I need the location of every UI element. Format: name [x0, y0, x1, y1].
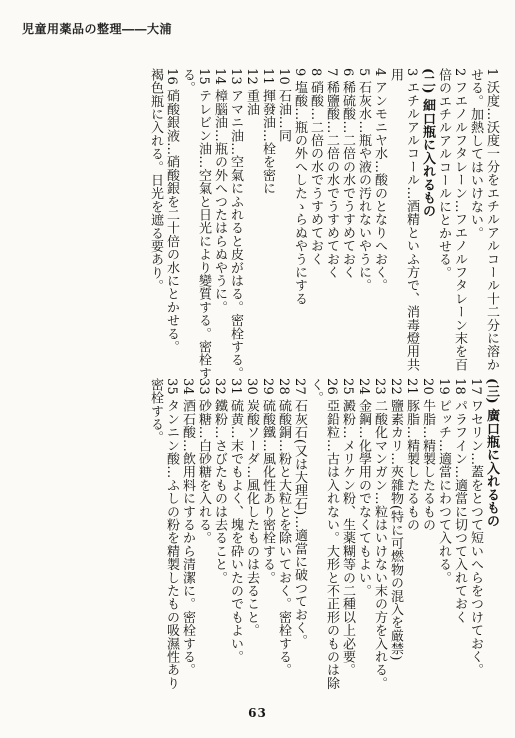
text-line: 23 二酸化マンガン…粒はいけない末の方を入れる。 — [372, 378, 387, 690]
text-line: 12 重油 — [244, 68, 259, 116]
text-line: 11 揮發油…栓を密に — [260, 68, 275, 195]
text-line: 30 炭酸ソーダ…風化したものは去ること。 — [244, 378, 259, 637]
text-line: 22 鹽素カリ…夾雜物(特に可燃物の混入を厳禁) — [388, 378, 403, 661]
text-line: 7 稀鹽酸…二倍の水でうすめておく — [324, 68, 339, 279]
text-line: 29 硫酸鐵…風化性あり密栓する。 — [260, 378, 275, 585]
text-line: 15 テレビン油…空氣と日光により變質する。密栓す — [196, 68, 211, 380]
text-line: 8 硝酸…二倍の水でうすめておく — [308, 68, 323, 266]
text-line: る。 — [180, 68, 195, 95]
text-line: 32 鐵粉…さびたものは去ること。 — [212, 378, 227, 585]
text-line: 35 タンニン酸…ふしの粉を精製したもの吸濕性あり — [164, 378, 179, 690]
text-line: 9 塩酸…瓶の外へしたゝらぬやうにする — [292, 68, 307, 306]
text-line: 3 エチルアルコール…酒精といふ方で、消毒燈用共 — [404, 68, 419, 372]
running-header-title: 児童用薬品の整理――大浦 — [22, 22, 173, 36]
text-line: 2 フエノルフタレーン…フエノルフタレーン末を百 — [452, 68, 467, 372]
text-line: せる。加熱してはいけない。 — [468, 68, 483, 240]
text-line: (三) 廣口瓶に入れるもの — [484, 378, 499, 528]
text-line: 6 稀硫酸…二倍の水でうすめておく — [340, 68, 355, 279]
text-line: 4 アンモニヤ水…酸のとなりへおく。 — [372, 68, 387, 293]
page-number: 63 — [248, 706, 267, 720]
text-line: 16 硝酸銀液…硝酸銀を二十倍の水にとかせる。 — [164, 68, 179, 354]
text-line: 27 石灰石(又は大理石)…適當に破つておく。 — [292, 378, 307, 648]
running-header — [22, 20, 172, 38]
text-line: 26 亞鉛粒…古は入れない。大形と不正形のものは除 — [324, 378, 339, 690]
text-line: 34 酒石酸…飲用料にするから清潔に。密栓する。 — [180, 378, 195, 677]
text-line: 密栓する。 — [148, 378, 163, 444]
text-line: 用 — [388, 68, 403, 82]
text-line: 14 樟腦油…瓶の外へつたはらぬやうに。 — [212, 68, 227, 314]
text-line: 28 硫酸銅…粉と大粒とを除いておく。密栓する。 — [276, 378, 291, 677]
text-line: 13 アマニ油…空氣にふれると皮がはる。密栓する。 — [228, 68, 243, 380]
text-line: 24 金鋼…化學用のでなくてもよい。 — [356, 378, 371, 598]
text-line: 21 豚脂…精製したるもの — [404, 378, 419, 532]
text-line: 1 沃度…沃度一分をエチルアルコール十二分に溶か — [484, 68, 499, 372]
text-line: 17 ワセリン…蓋をとつて短いへらをつけておく。 — [468, 378, 483, 677]
text-line: 31 硫黄…末でもよく、塊を砕いたのでもよい。 — [228, 378, 243, 664]
text-line: 褐色瓶に入れる。日光を遮る要あり。 — [148, 68, 163, 293]
text-line: 5 石灰水…瓶や液の汚れないやうに。 — [356, 68, 371, 293]
text-line: 33 砂糖…白砂糖を入れる。 — [196, 378, 211, 545]
text-line: 20 牛脂…精製したるもの — [420, 378, 435, 532]
text-line: 倍のエチルアルコールにとかせる。 — [436, 68, 451, 280]
text-line: 25 澱粉…メリケン粉、生薬糊等の二種以上必要。 — [340, 378, 355, 677]
text-line: (二) 細口瓶に入れるもの — [420, 68, 435, 218]
bottom-text-block — [147, 378, 499, 698]
text-line: 10 石油…同 — [276, 68, 291, 143]
text-line: く。 — [308, 378, 323, 405]
text-line: 19 ピッチ…適當にわつて入れる。 — [436, 378, 451, 585]
text-line: 18 パラフイン…適當に切つて入れておく — [452, 378, 467, 624]
